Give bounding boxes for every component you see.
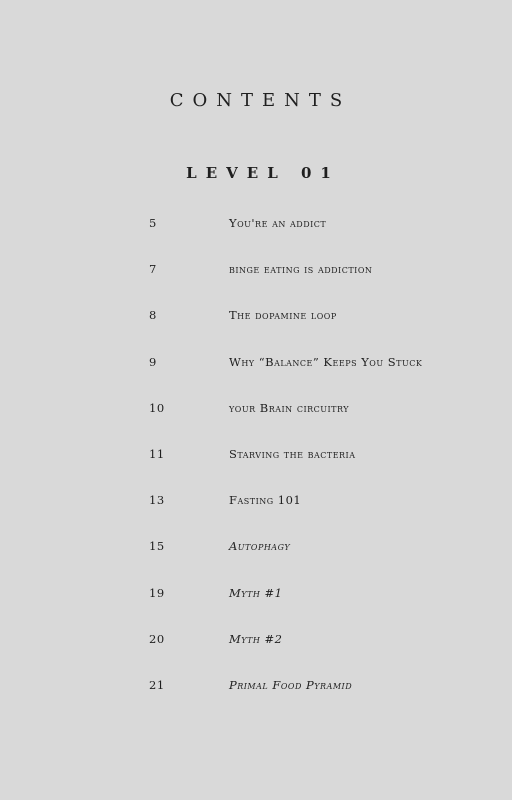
toc-page-number: 10 xyxy=(149,400,165,415)
toc-entry-title: binge eating is addiction xyxy=(229,262,373,277)
toc-page-number: 8 xyxy=(149,308,157,323)
toc-entry[interactable] xyxy=(149,632,449,678)
toc-entry[interactable] xyxy=(149,262,449,308)
toc-entry-title: Primal Food Pyramid xyxy=(229,677,353,692)
toc-entry[interactable] xyxy=(149,216,449,262)
toc-entry[interactable] xyxy=(149,678,449,724)
toc-entry[interactable] xyxy=(149,539,449,585)
toc-entry-title: The dopamine loop xyxy=(229,308,337,323)
toc-page-number: 19 xyxy=(149,585,165,600)
toc-entry[interactable] xyxy=(149,355,449,401)
toc-page-number: 7 xyxy=(149,262,157,277)
toc-page-number: 11 xyxy=(149,446,165,461)
toc-page-number: 5 xyxy=(149,216,157,230)
toc-page-number: 20 xyxy=(149,631,165,646)
toc-entry-title: your Brain circuitry xyxy=(229,400,350,415)
toc-entry-title: You're an addict xyxy=(229,216,327,230)
toc-entry-title: Why “Balance” Keeps You Stuck xyxy=(229,354,423,369)
toc-page-number: 21 xyxy=(149,677,165,692)
toc-entry-title: Fasting 101 xyxy=(229,493,302,508)
toc-entry[interactable] xyxy=(149,586,449,632)
toc-entry-title: Autophagy xyxy=(229,539,291,554)
page-title: CONTENTS xyxy=(169,90,352,111)
toc-entry[interactable] xyxy=(149,401,449,447)
toc-entry[interactable] xyxy=(149,493,449,539)
toc-entry-title: Starving the bacteria xyxy=(229,446,356,461)
table-of-contents xyxy=(149,216,449,724)
toc-entry[interactable] xyxy=(149,447,449,493)
section-heading: LEVEL 01 xyxy=(186,164,340,182)
toc-page-number: 9 xyxy=(149,354,157,369)
toc-entry-title: Myth #2 xyxy=(229,631,283,646)
toc-entry[interactable] xyxy=(149,308,449,354)
toc-page-number: 13 xyxy=(149,493,165,508)
toc-page-number: 15 xyxy=(149,539,165,554)
toc-entry-title: Myth #1 xyxy=(229,585,283,600)
